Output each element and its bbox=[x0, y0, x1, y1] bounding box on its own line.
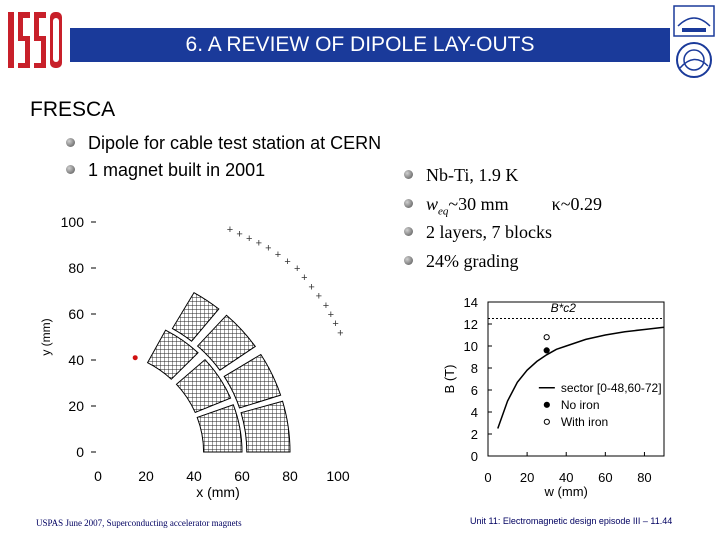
with-iron-point bbox=[544, 335, 549, 340]
bullet-item bbox=[426, 194, 602, 218]
y-tick-label: 80 bbox=[68, 260, 84, 276]
x-tick-label: 0 bbox=[484, 470, 492, 485]
x-tick-label: 40 bbox=[558, 470, 574, 485]
iron-cross-marker: + bbox=[308, 281, 315, 294]
iron-cross-marker: + bbox=[315, 290, 323, 303]
bullet-item bbox=[88, 160, 265, 181]
bullet-item bbox=[426, 165, 518, 186]
x-tick-label: 100 bbox=[326, 468, 350, 484]
x-tick-label: 20 bbox=[138, 468, 154, 484]
y-tick-label: 100 bbox=[60, 214, 84, 230]
x-tick-label: 80 bbox=[637, 470, 652, 485]
weq-symbol: w bbox=[426, 194, 439, 214]
coil-block bbox=[241, 401, 290, 452]
x-tick-label: 80 bbox=[282, 468, 298, 484]
bullet-icon bbox=[404, 170, 413, 179]
cern-logo-right bbox=[672, 4, 716, 80]
field-vs-width-chart bbox=[432, 288, 712, 503]
x-axis-label: w (mm) bbox=[544, 484, 588, 499]
y-tick-label: 12 bbox=[463, 317, 478, 332]
iron-cross-marker: + bbox=[274, 249, 282, 262]
iron-cross-marker: + bbox=[301, 272, 308, 285]
section-title: FRESCA bbox=[30, 98, 116, 121]
bullet-item bbox=[426, 251, 518, 272]
kappa-text: κ~0.29 bbox=[551, 194, 602, 214]
iron-cross-marker: + bbox=[293, 263, 301, 275]
bullet-item bbox=[88, 133, 381, 154]
coil-block bbox=[197, 405, 242, 452]
iron-cross-marker: + bbox=[265, 242, 272, 255]
y-tick-label: 60 bbox=[68, 306, 84, 322]
bullet-icon bbox=[66, 165, 75, 174]
y-tick-label: 20 bbox=[68, 398, 84, 414]
y-tick-label: 4 bbox=[470, 405, 478, 420]
footer-right: Unit 11: Electromagnetic design episode III – 11.44 bbox=[470, 516, 673, 526]
iron-cross-marker: + bbox=[284, 256, 291, 269]
y-tick-label: 14 bbox=[463, 295, 478, 310]
y-tick-label: 0 bbox=[76, 444, 84, 460]
plot-frame bbox=[488, 302, 664, 456]
series-line bbox=[498, 327, 664, 428]
bullet-text: Dipole for cable test station at CERN bbox=[88, 133, 382, 153]
bullet-text: 2 layers, 7 blocks bbox=[426, 222, 552, 242]
x-tick-label: 60 bbox=[598, 470, 613, 485]
page-title: 6. A REVIEW OF DIPOLE LAY-OUTS bbox=[185, 33, 535, 56]
legend-point-swatch bbox=[544, 402, 549, 407]
bullet-text: 1 magnet built in 2001 bbox=[88, 160, 266, 180]
x-tick-label: 40 bbox=[186, 468, 202, 484]
legend-label: sector [0-48,60-72] bbox=[560, 380, 662, 395]
bullet-text: Nb-Ti, 1.9 K bbox=[426, 165, 519, 185]
weq-subscript: eq bbox=[438, 205, 449, 218]
x-tick-label: 0 bbox=[94, 468, 102, 484]
iron-cross-marker: + bbox=[226, 223, 234, 236]
y-tick-label: 10 bbox=[463, 339, 478, 354]
bullet-item bbox=[426, 222, 552, 243]
y-tick-label: 2 bbox=[470, 427, 478, 442]
bullet-icon bbox=[404, 199, 413, 208]
legend-label: With iron bbox=[560, 414, 609, 429]
coil-cross-section-chart bbox=[28, 205, 368, 505]
iron-cross-marker: + bbox=[322, 299, 330, 312]
x-tick-label: 60 bbox=[234, 468, 250, 484]
bullet-text: ~30 mm bbox=[448, 194, 509, 214]
conductor-marker bbox=[133, 355, 138, 360]
footer-left: USPAS June 2007, Superconducting accelerator magnets bbox=[36, 518, 242, 528]
y-tick-label: 0 bbox=[470, 449, 478, 464]
iron-cross-marker: + bbox=[337, 327, 344, 340]
iron-cross-marker: + bbox=[327, 309, 335, 321]
iron-cross-marker: + bbox=[245, 233, 253, 246]
iron-cross-marker: + bbox=[236, 228, 243, 241]
bullet-icon bbox=[404, 256, 413, 265]
bc2-annotation: B*c2 bbox=[550, 300, 576, 315]
no-iron-point bbox=[544, 348, 549, 353]
legend-label: No iron bbox=[560, 397, 600, 412]
bullet-icon bbox=[404, 227, 413, 236]
x-tick-label: 20 bbox=[519, 470, 535, 485]
institution-logo-left bbox=[4, 6, 66, 72]
y-axis-label: B (T) bbox=[442, 364, 457, 394]
x-axis-label: x (mm) bbox=[196, 484, 240, 500]
y-tick-label: 8 bbox=[470, 361, 478, 376]
y-tick-label: 6 bbox=[470, 383, 478, 398]
y-tick-label: 40 bbox=[68, 352, 84, 368]
bullet-icon bbox=[66, 138, 75, 147]
iron-cross-marker: + bbox=[332, 318, 339, 331]
y-axis-label: y (mm) bbox=[39, 318, 53, 356]
legend-point-swatch bbox=[544, 419, 549, 424]
coil-block bbox=[224, 354, 280, 407]
bullet-text: 24% grading bbox=[426, 251, 519, 271]
iron-cross-marker: + bbox=[255, 237, 263, 250]
